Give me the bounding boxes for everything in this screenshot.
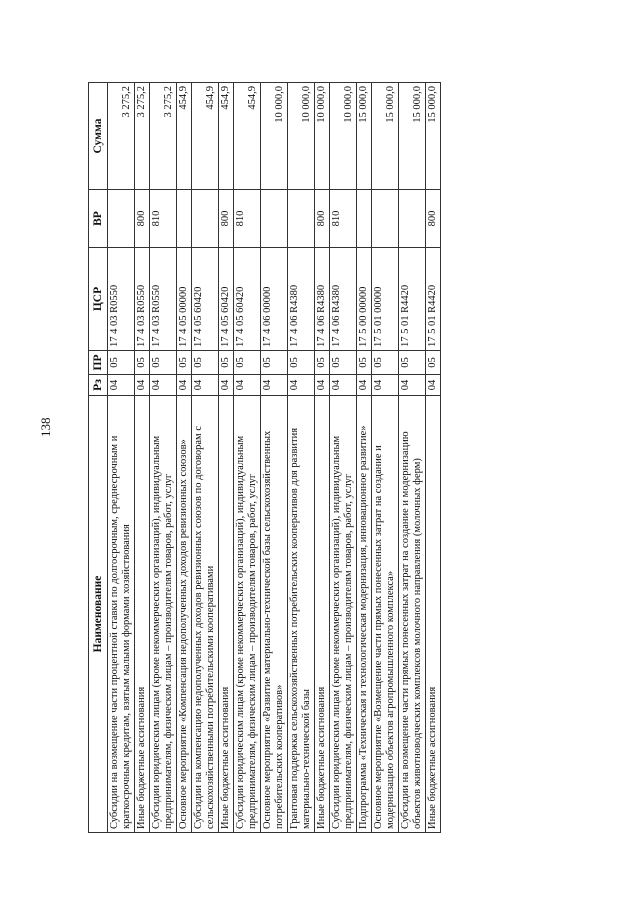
- cell-vr: [108, 190, 135, 248]
- cell-pr: 05: [288, 351, 315, 375]
- cell-vr: 810: [234, 190, 261, 248]
- cell-rz: 04: [135, 375, 150, 396]
- cell-csr: 17 5 01 R4420: [399, 248, 426, 351]
- cell-csr: 17 4 05 00000: [177, 248, 192, 351]
- cell-pr: 05: [357, 351, 372, 375]
- header-rz: Рз: [89, 375, 108, 396]
- cell-rz: 04: [372, 375, 399, 396]
- cell-rz: 04: [399, 375, 426, 396]
- cell-csr: 17 4 06 R4380: [330, 248, 357, 351]
- cell-pr: 05: [177, 351, 192, 375]
- cell-name: Грантовая поддержка сельскохозяйственных потребительских кооперативов для развития материально-технической базы: [288, 396, 315, 833]
- cell-name: Иные бюджетные ассигнования: [135, 396, 150, 833]
- cell-name: Подпрограмма «Техническая и технологическая модернизация, инновационное развитие»: [357, 396, 372, 833]
- cell-csr: 17 4 06 R4380: [315, 248, 330, 351]
- table-row: [234, 83, 261, 833]
- cell-name: Субсидии юридическим лицам (кроме некоммерческих организаций), индивидуальным предпринимателям, физическим лицам – производителям товаров, работ, услуг: [150, 396, 177, 833]
- cell-name: Основное мероприятие «Возмещение части прямых понесенных затрат на создание и модернизацию объектов агропромышленного комплекса»: [372, 396, 399, 833]
- cell-csr: 17 5 01 00000: [372, 248, 399, 351]
- cell-csr: 17 5 01 R4420: [426, 248, 441, 351]
- cell-sum: 454,9: [234, 83, 261, 190]
- cell-pr: 05: [399, 351, 426, 375]
- table-row: [315, 83, 330, 833]
- cell-pr: 05: [150, 351, 177, 375]
- header-pr: ПР: [89, 351, 108, 375]
- cell-vr: [261, 190, 288, 248]
- cell-sum: 15 000,0: [357, 83, 372, 190]
- header-csr: ЦСР: [89, 248, 108, 351]
- cell-pr: 05: [315, 351, 330, 375]
- table-row: [192, 83, 219, 833]
- header-row: [89, 83, 108, 833]
- table-row: [399, 83, 426, 833]
- cell-vr: 800: [135, 190, 150, 248]
- cell-vr: 800: [426, 190, 441, 248]
- cell-name: Субсидии на компенсацию недополученных доходов ревизионных союзов по договорам с сельскохозяйственными потребительскими кооперативами: [192, 396, 219, 833]
- table-row: [108, 83, 135, 833]
- cell-csr: 17 4 06 00000: [261, 248, 288, 351]
- cell-vr: 800: [315, 190, 330, 248]
- table-row: [330, 83, 357, 833]
- table-row: [261, 83, 288, 833]
- cell-name: Основное мероприятие «Развитие материально-технической базы сельскохозяйственных потребительских кооперативов»: [261, 396, 288, 833]
- cell-sum: 3 275,2: [150, 83, 177, 190]
- cell-pr: 05: [219, 351, 234, 375]
- cell-sum: 3 275,2: [135, 83, 150, 190]
- cell-csr: 17 4 03 R0550: [108, 248, 135, 351]
- cell-csr: 17 4 06 R4380: [288, 248, 315, 351]
- cell-name: Субсидии юридическим лицам (кроме некоммерческих организаций), индивидуальным предпринимателям, физическим лицам – производителям товаров, работ, услуг: [330, 396, 357, 833]
- cell-name: Субсидии на возмещение части прямых понесенных затрат на создание и модернизацию объектов животноводческих комплексов молочного направления (молочных ферм): [399, 396, 426, 833]
- cell-pr: 05: [108, 351, 135, 375]
- table-row: [150, 83, 177, 833]
- cell-pr: 05: [261, 351, 288, 375]
- cell-sum: 10 000,0: [315, 83, 330, 190]
- header-name: Наименование: [89, 396, 108, 833]
- header-vr: ВР: [89, 190, 108, 248]
- cell-name: Иные бюджетные ассигнования: [426, 396, 441, 833]
- cell-name: Иные бюджетные ассигнования: [315, 396, 330, 833]
- table-row: [426, 83, 441, 833]
- table-row: [288, 83, 315, 833]
- cell-pr: 05: [330, 351, 357, 375]
- cell-pr: 05: [192, 351, 219, 375]
- cell-rz: 04: [234, 375, 261, 396]
- cell-sum: 10 000,0: [330, 83, 357, 190]
- table-row: [219, 83, 234, 833]
- cell-sum: 454,9: [219, 83, 234, 190]
- cell-csr: 17 4 05 60420: [234, 248, 261, 351]
- cell-rz: 04: [288, 375, 315, 396]
- cell-sum: 454,9: [177, 83, 192, 190]
- cell-rz: 04: [330, 375, 357, 396]
- cell-rz: 04: [150, 375, 177, 396]
- cell-rz: 04: [177, 375, 192, 396]
- header-sum: Сумма: [89, 83, 108, 190]
- cell-vr: [288, 190, 315, 248]
- cell-name: Иные бюджетные ассигнования: [219, 396, 234, 833]
- table-row: [357, 83, 372, 833]
- cell-vr: 810: [150, 190, 177, 248]
- cell-csr: 17 4 05 60420: [192, 248, 219, 351]
- page-number: 138: [38, 417, 53, 437]
- cell-pr: 05: [372, 351, 399, 375]
- cell-pr: 05: [234, 351, 261, 375]
- table-row: [135, 83, 150, 833]
- cell-rz: 04: [219, 375, 234, 396]
- budget-table: [88, 82, 441, 833]
- cell-name: Субсидии юридическим лицам (кроме некоммерческих организаций), индивидуальным предпринимателям, физическим лицам – производителям товаров, работ, услуг: [234, 396, 261, 833]
- cell-vr: [192, 190, 219, 248]
- cell-csr: 17 4 03 R0550: [150, 248, 177, 351]
- cell-rz: 04: [261, 375, 288, 396]
- cell-csr: 17 4 03 R0550: [135, 248, 150, 351]
- cell-rz: 04: [426, 375, 441, 396]
- cell-vr: [177, 190, 192, 248]
- cell-vr: [372, 190, 399, 248]
- rotated-table-wrapper: [88, 83, 558, 833]
- cell-rz: 04: [315, 375, 330, 396]
- cell-csr: 17 5 00 00000: [357, 248, 372, 351]
- cell-pr: 05: [426, 351, 441, 375]
- table-row: [372, 83, 399, 833]
- cell-vr: 800: [219, 190, 234, 248]
- cell-sum: 10 000,0: [288, 83, 315, 190]
- cell-sum: 10 000,0: [261, 83, 288, 190]
- cell-rz: 04: [357, 375, 372, 396]
- cell-vr: [399, 190, 426, 248]
- cell-pr: 05: [135, 351, 150, 375]
- cell-vr: [357, 190, 372, 248]
- cell-sum: 15 000,0: [399, 83, 426, 190]
- cell-rz: 04: [192, 375, 219, 396]
- cell-sum: 454,9: [192, 83, 219, 190]
- cell-vr: 810: [330, 190, 357, 248]
- cell-rz: 04: [108, 375, 135, 396]
- cell-name: Основное мероприятие «Компенсация недополученных доходов ревизионных союзов»: [177, 396, 192, 833]
- cell-sum: 15 000,0: [426, 83, 441, 190]
- cell-name: Субсидии на возмещение части процентной ставки по долгосрочным, среднесрочным и краткосрочным кредитам, взятым малыми формами хозяйствования: [108, 396, 135, 833]
- cell-sum: 3 275,2: [108, 83, 135, 190]
- cell-sum: 15 000,0: [372, 83, 399, 190]
- cell-csr: 17 4 05 60420: [219, 248, 234, 351]
- table-row: [177, 83, 192, 833]
